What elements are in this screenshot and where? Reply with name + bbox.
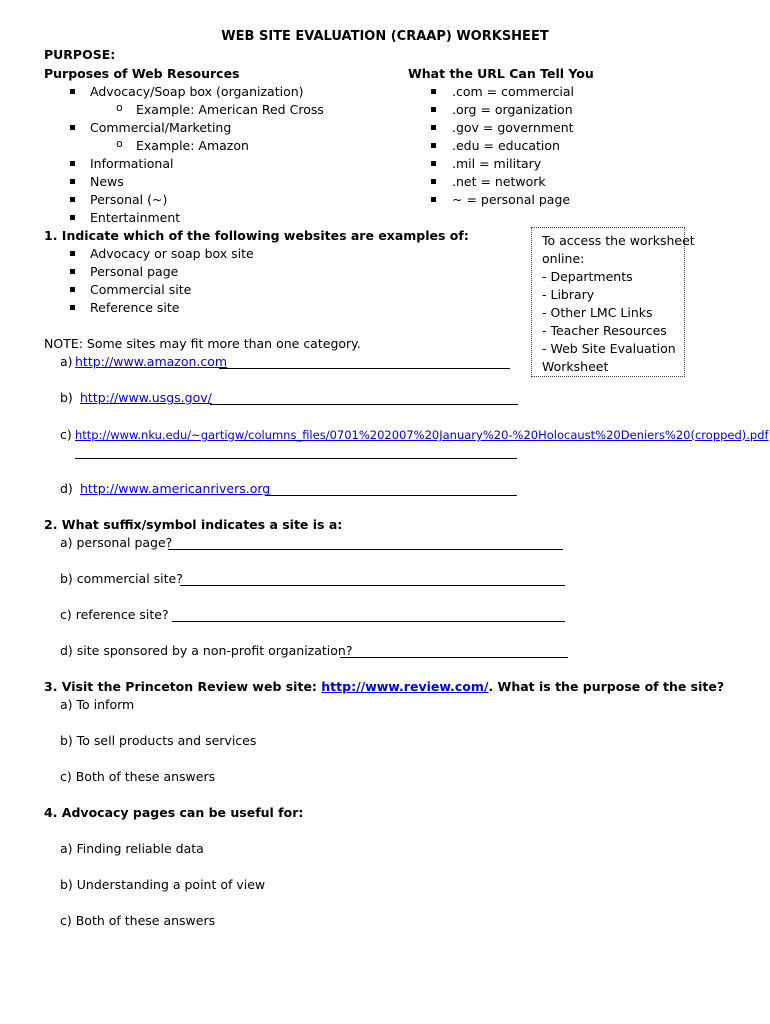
purposes-heading: Purposes of Web Resources [44, 66, 240, 81]
bullet-icon [431, 179, 436, 184]
answer-blank[interactable] [265, 495, 517, 496]
url-meaning: ~ = personal page [452, 192, 571, 207]
americanrivers-link[interactable]: http://www.americanrivers.org [80, 481, 271, 496]
answer-blank[interactable] [168, 549, 563, 550]
q1-option: Personal page [90, 264, 179, 279]
circle-bullet-icon: o [116, 101, 123, 114]
question-4: 4. Advocacy pages can be useful for: [44, 805, 304, 820]
q1-option: Commercial site [90, 282, 192, 297]
purpose-item: Advocacy/Soap box (organization) [90, 84, 304, 99]
q3-prompt-end: . What is the purpose of the site? [488, 679, 725, 694]
bullet-icon [70, 89, 75, 94]
q4a: a) Finding reliable data [60, 841, 204, 856]
url-meaning: .org = organization [452, 102, 573, 117]
box-line: - Other LMC Links [542, 305, 653, 320]
q3a: a) To inform [60, 697, 135, 712]
q2c: c) reference site? [60, 607, 169, 622]
q2b: b) commercial site? [60, 571, 183, 586]
question-3 [44, 679, 724, 694]
q3b: b) To sell products and services [60, 733, 257, 748]
q1d-prefix: d) [60, 481, 73, 496]
bullet-icon [70, 287, 75, 292]
page-title: WEB SITE EVALUATION (CRAAP) WORKSHEET [221, 29, 549, 44]
box-line: - Teacher Resources [542, 323, 667, 338]
bullet-icon [70, 161, 75, 166]
bullet-icon [431, 125, 436, 130]
q2d: d) site sponsored by a non-profit organization? [60, 643, 353, 658]
bullet-icon [431, 197, 436, 202]
nku-link[interactable]: http://www.nku.edu/~gartigw/columns_files/0701%202007%20January%20-%20Holocaust%20Deniers%20(cropped).pdf [75, 428, 769, 442]
princeton-review-link[interactable]: http://www.review.com/ [321, 679, 489, 694]
box-line: online: [542, 251, 585, 266]
usgs-link[interactable]: http://www.usgs.gov/ [80, 390, 212, 405]
bullet-icon [70, 197, 75, 202]
q1b-prefix: b) [60, 390, 73, 405]
q3-prompt-start: 3. Visit the Princeton Review web site: [44, 679, 322, 694]
url-meaning: .edu = education [452, 138, 560, 153]
q1-option: Advocacy or soap box site [90, 246, 254, 261]
answer-blank[interactable] [172, 621, 565, 622]
answer-blank[interactable] [75, 458, 517, 459]
box-line: Worksheet [542, 359, 609, 374]
q2a: a) personal page? [60, 535, 173, 550]
purpose-heading: PURPOSE: [44, 47, 116, 62]
box-line: - Web Site Evaluation [542, 341, 676, 356]
note: NOTE: Some sites may fit more than one category. [44, 336, 361, 351]
purpose-example: Example: Amazon [136, 138, 249, 153]
box-line: To access the worksheet [542, 233, 695, 248]
url-heading: What the URL Can Tell You [408, 66, 594, 81]
q4c: c) Both of these answers [60, 913, 216, 928]
bullet-icon [70, 179, 75, 184]
online-access-box [531, 227, 695, 377]
purpose-item: Commercial/Marketing [90, 120, 232, 135]
bullet-icon [431, 107, 436, 112]
url-meaning: .gov = government [452, 120, 574, 135]
q1c-prefix: c) [60, 427, 72, 442]
bullet-icon [70, 305, 75, 310]
bullet-icon [70, 251, 75, 256]
box-line: - Library [542, 287, 595, 302]
purpose-item: Entertainment [90, 210, 181, 225]
q1a-prefix: a) [60, 354, 73, 369]
circle-bullet-icon: o [116, 137, 123, 150]
answer-blank[interactable] [210, 404, 518, 405]
amazon-link[interactable]: http://www.amazon.com [75, 354, 228, 369]
purpose-item: News [90, 174, 124, 189]
url-meaning: .mil = military [452, 156, 542, 171]
bullet-icon [70, 215, 75, 220]
bullet-icon [70, 269, 75, 274]
bullet-icon [431, 161, 436, 166]
bullet-icon [431, 143, 436, 148]
bullet-icon [70, 125, 75, 130]
purpose-example: Example: American Red Cross [136, 102, 324, 117]
bullet-icon [431, 89, 436, 94]
answer-blank[interactable] [219, 368, 510, 369]
url-meaning: .net = network [452, 174, 546, 189]
box-line: - Departments [542, 269, 633, 284]
q4b: b) Understanding a point of view [60, 877, 266, 892]
answer-blank[interactable] [180, 585, 565, 586]
purpose-item: Informational [90, 156, 174, 171]
q1-option: Reference site [90, 300, 180, 315]
answer-blank[interactable] [340, 657, 568, 658]
question-1: 1. Indicate which of the following websites are examples of: [44, 228, 469, 243]
question-2: 2. What suffix/symbol indicates a site is a: [44, 517, 343, 532]
url-meaning: .com = commercial [452, 84, 574, 99]
purpose-item: Personal (~) [90, 192, 168, 207]
q3c: c) Both of these answers [60, 769, 216, 784]
